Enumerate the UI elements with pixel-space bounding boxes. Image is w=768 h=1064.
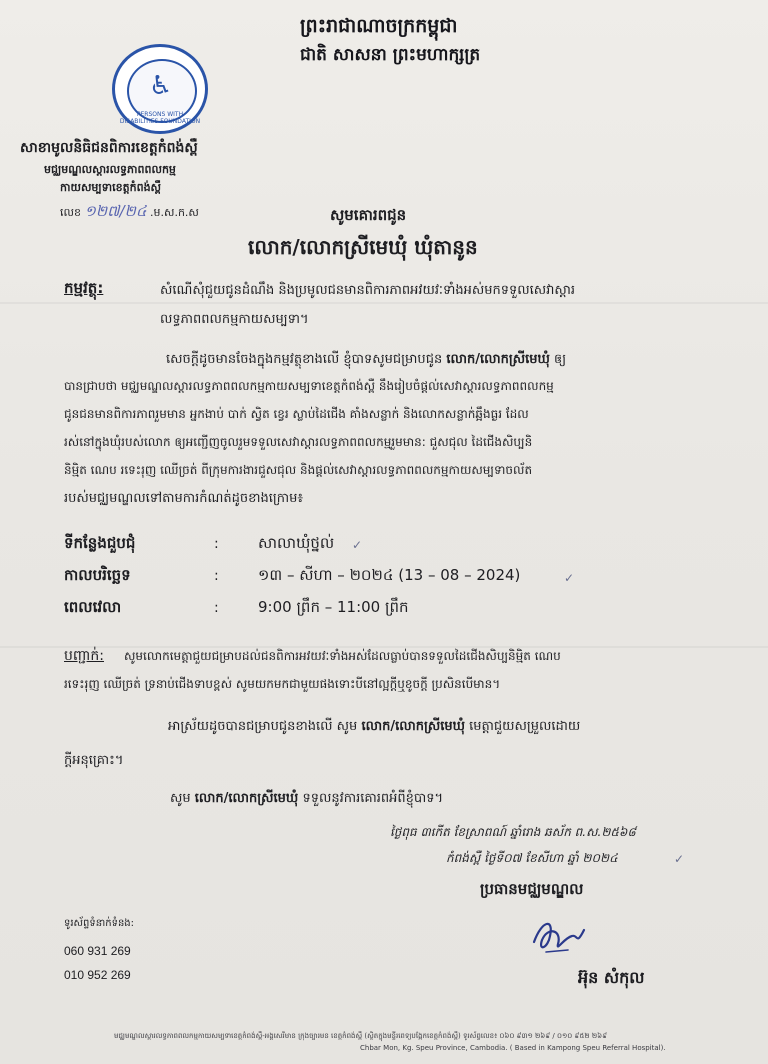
- body-line-4: រស់នៅក្នុងឃុំរបស់លោក ឲ្យអញ្ជើញចូលរួមទទួលសេវាស្តារលទ្ធភាពពលកម្មរួមមាន: ជួសជុល ដៃជើងសិប្បនិ: [64, 435, 533, 449]
- note-line-2: រទេះរុញ ឈើច្រត់ ទ្រនាប់ជើងទាបខ្ពស់ សូមយកមកជាមួយផងទោះបីនៅល្អក្តីឬខូចក្តី ប្រសិនបើមាន។: [64, 677, 501, 691]
- colon: :: [214, 536, 219, 552]
- colon: :: [214, 568, 219, 584]
- date-label: កាលបរិច្ឆេទ: [64, 566, 131, 584]
- reference-handwritten-number: ១២៧/២៤: [84, 202, 147, 220]
- closing-line-3-end: ទទួលនូវការគោរពអំពីខ្ញុំបាទ។: [302, 791, 444, 806]
- phone-number-2: 010 952 269: [64, 968, 131, 982]
- closing-line-2: ក្តីអនុគ្រោះ។: [64, 753, 124, 768]
- lunar-date: ថ្ងៃពុធ ៣កើត ខែស្រាពណ៍ ឆ្នាំរោង ឆស័ក ព.ស.២៥៦៨: [390, 825, 636, 839]
- paper-fold-line: [0, 302, 768, 304]
- closing-line-1-addressee: លោក/លោកស្រីមេឃុំ: [361, 719, 465, 734]
- subject-line-2: លទ្ធភាពពលកម្មកាយសម្បទា។: [160, 312, 309, 327]
- footer-address-line-1: មជ្ឈមណ្ឌលស្តារលទ្ធភាពពលកម្មកាយសម្បទាខេត្តកំពង់ស្ពឺ-អង្គសេរីមាន ក្រុងច្បារមន ខេត្តកំពង់ស្ពឺ (ស្ថិតក្នុងមន្ទីរពេទ្យបង្អែកខេត្តកំពង់ស្ពឺ) ទូរស័ព្ទលេខ៖ ០៦០ ៩៣១ ២៦៩ / ០១០ ៩៥២ ២៦៩: [114, 1032, 608, 1040]
- organization-name: សាខាមូលនិធិជនពិការខេត្តកំពង់ស្ពឺ: [20, 140, 198, 156]
- body-line-5: និម្មិត ណេប រទេះរុញ ឈើច្រត់ ពីក្រុមការងារជួសជុល និងផ្តល់សេវាស្តារលទ្ធភាពពលកម្មកាយសម្បទាចល័ត: [64, 463, 533, 477]
- closing-line-1-end: មេត្តាជួយសម្រួលដោយ: [469, 719, 581, 734]
- check-mark-icon: ✓: [564, 571, 575, 585]
- closing-line-1-text: អាស្រ័យដូចបានជម្រាបជូនខាងលើ សូម: [168, 719, 358, 734]
- center-name: មជ្ឈមណ្ឌលស្តារលទ្ធភាពពលកម្ម: [44, 163, 176, 176]
- body-line-3: ជូនជនមានពិការភាពរួមមាន អ្នកងាប់ បាក់ ស្វិត ខ្វេរ ស្លាប់ដៃជើង គាំងសន្លាក់ និងលោកសន្លាក់ឆ្អឹងធ្ងរ ដែល: [64, 407, 529, 421]
- time-value: 9:00 ព្រឹក – 11:00 ព្រឹក: [258, 598, 409, 616]
- logo-lettering: PERSONS WITH DISABILITIES FOUNDATION: [119, 111, 201, 125]
- subject-label: កម្មវត្ថុ:: [64, 279, 104, 297]
- body-line-2: បានជ្រាបថា មជ្ឈមណ្ឌលស្តារលទ្ធភាពពលកម្មកាយសម្បទាខេត្តកំពង់ស្ពឺ នឹងរៀបចំផ្តល់សេវាស្តារលទ្ធភាពពលកម្ម: [64, 379, 554, 393]
- contact-label: ទូរស័ព្ទទំនាក់ទំនង:: [64, 918, 135, 929]
- wheelchair-icon: ♿: [149, 71, 173, 101]
- closing-line-3: [170, 790, 443, 809]
- signatory-name: អ៊ុន សំកុល: [578, 968, 645, 987]
- date-value: ១៣ – សីហា – ២០២៤ (13 – 08 – 2024): [258, 566, 521, 584]
- organization-logo: [112, 44, 208, 134]
- reference-prefix: លេខ: [60, 206, 81, 219]
- closing-line-1: [168, 718, 580, 737]
- time-label: ពេលវេលា: [64, 598, 122, 616]
- kingdom-heading: ព្រះរាជាណាចក្រកម្ពុជា: [300, 15, 458, 37]
- reference-suffix: .ម.ស.ក.ស: [150, 206, 199, 219]
- signatory-role: ប្រធានមជ្ឈមណ្ឌល: [480, 880, 584, 898]
- note-line-1: សូមលោកមេត្តាជួយជម្រាបដល់ជនពិការអវយវៈទាំងអស់ដែលធ្លាប់បានទទួលដៃជើងសិប្បនិម្មិត ណេប: [124, 649, 561, 663]
- phone-number-1: 060 931 269: [64, 944, 131, 958]
- reference-number: [60, 202, 199, 224]
- addressee: លោក/លោកស្រីមេឃុំ ឃុំតានូន: [248, 235, 478, 259]
- meeting-place-value: សាលាឃុំថ្នល់: [258, 534, 335, 552]
- meeting-place-label: ទីកន្លែងជួបជុំ: [64, 534, 136, 552]
- subject-line-1: សំណើសុំជួយជូនដំណឹង និងប្រមូលជនមានពិការភាពអវយវៈទាំងអស់មកទទួលសេវាស្តារ: [160, 283, 576, 298]
- check-mark-icon: ✓: [674, 852, 685, 866]
- body-line-1-end: ឲ្យ: [554, 352, 567, 367]
- closing-line-3-text: សូម: [170, 791, 191, 806]
- footer-address-line-2: Chbar Mon, Kg. Speu Province, Cambodia. ( Based in Kampong Speu Referral Hospital).: [360, 1044, 666, 1052]
- check-mark-icon: ✓: [352, 538, 363, 552]
- note-label: បញ្ជាក់:: [64, 648, 104, 664]
- closing-line-3-addressee: លោក/លោកស្រីមេឃុំ: [194, 791, 299, 806]
- body-line-6: របស់មជ្ឈមណ្ឌលទៅតាមការកំណត់ដូចខាងក្រោម៖: [64, 491, 304, 506]
- national-motto: ជាតិ សាសនា ព្រះមហាក្សត្រ: [300, 45, 481, 65]
- body-line-1-text: សេចក្តីដូចមានចែងក្នុងកម្មវត្ថុខាងលើ ខ្ញុំបាទសូមជម្រាបជូន: [166, 352, 443, 367]
- colon: :: [214, 600, 219, 616]
- signature-stroke-icon: [528, 912, 590, 962]
- salutation: សូមគោរពជូន: [330, 206, 407, 224]
- center-name-line2: កាយសម្បទាខេត្តកំពង់ស្ពឺ: [60, 181, 162, 194]
- body-line-1-addressee: លោក/លោកស្រីមេឃុំ: [446, 352, 550, 367]
- body-line-1: [166, 351, 566, 370]
- solar-date: កំពង់ស្ពឺ ថ្ងៃទី០៧ ខែសីហា ឆ្នាំ ២០២៤: [446, 851, 618, 865]
- handwritten-signature: [528, 912, 590, 962]
